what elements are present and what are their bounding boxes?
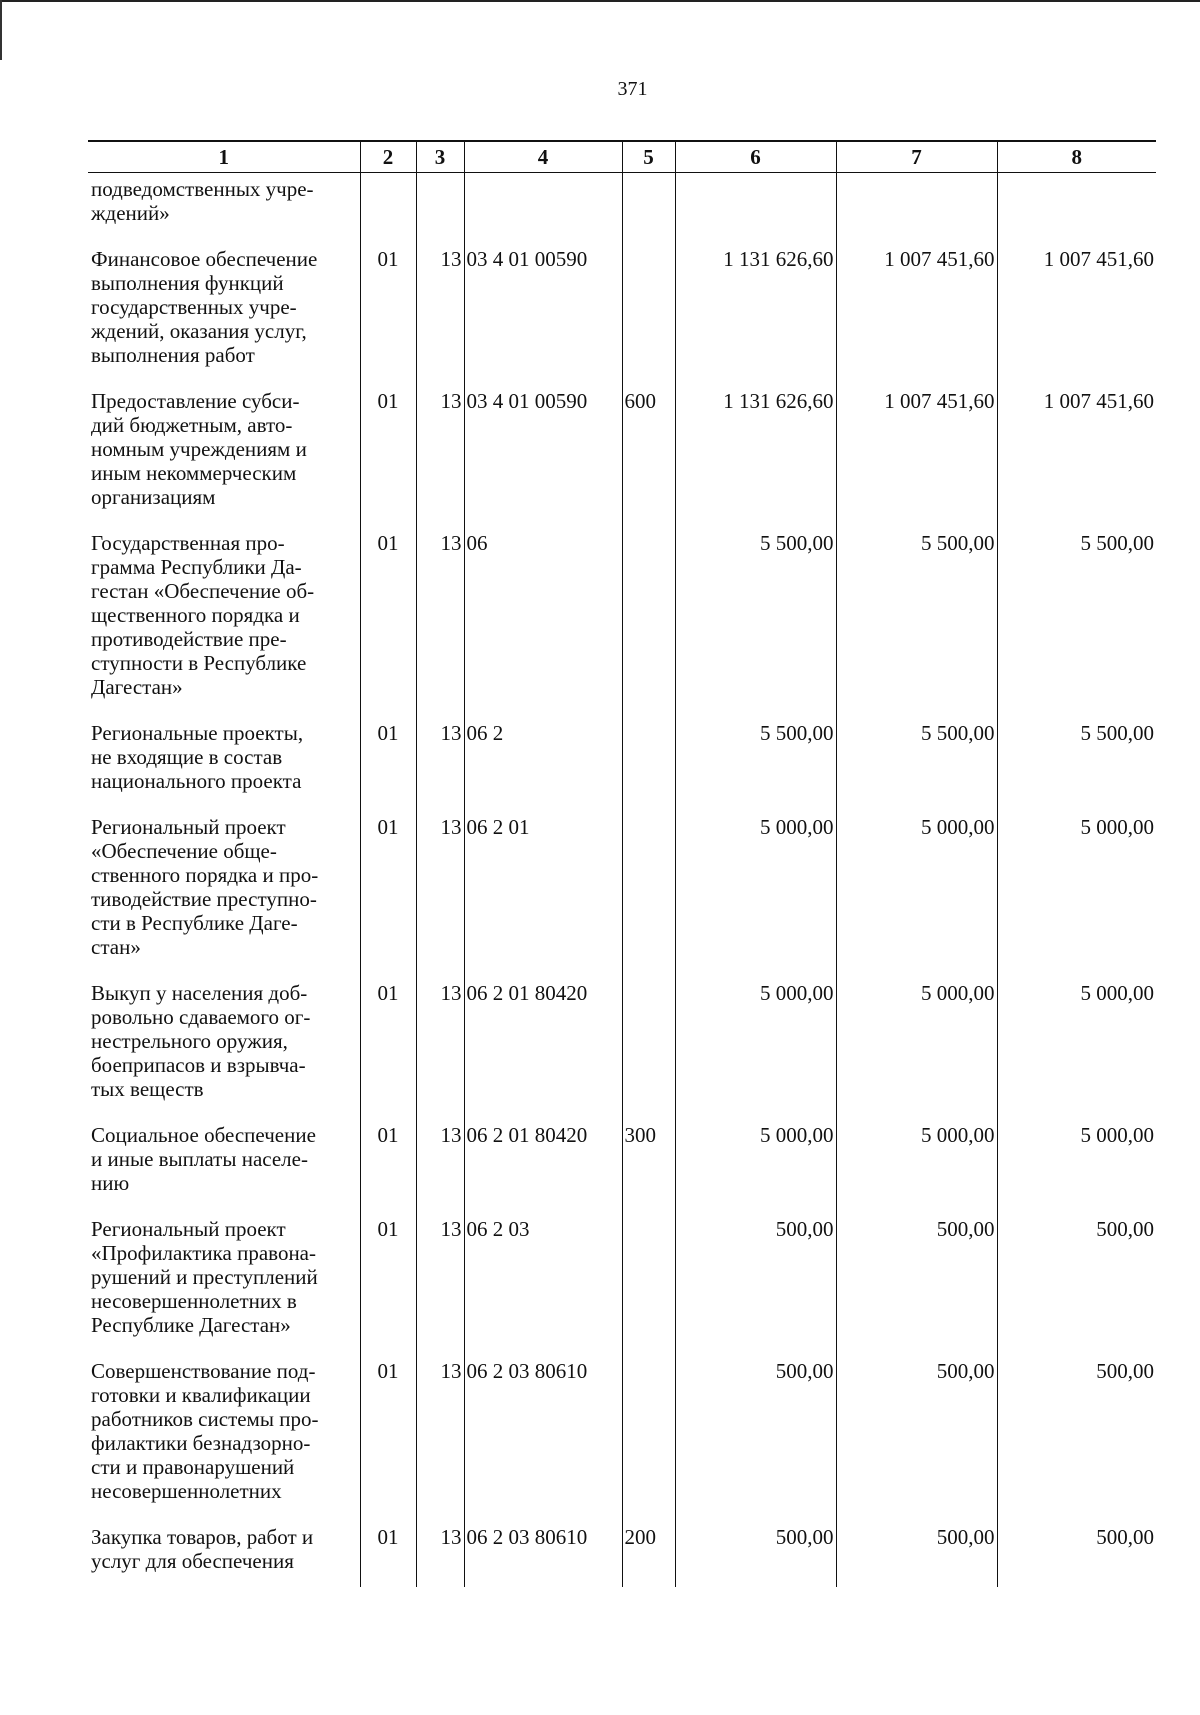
cell-c4: 06 xyxy=(464,523,622,713)
cell-c3: 13 xyxy=(416,713,464,807)
cell-c2: 01 xyxy=(360,713,416,807)
row-label: Закупка товаров, работ и услуг для обеспечения xyxy=(91,1525,314,1573)
cell-c6: 5 000,00 xyxy=(675,1115,836,1209)
table-row xyxy=(88,239,1156,381)
cell-c8: 1 007 451,60 xyxy=(997,239,1156,381)
row-label: подведомственных учре- ждений» xyxy=(91,177,314,225)
cell-c6: 1 131 626,60 xyxy=(675,381,836,523)
cell-c4: 03 4 01 00590 xyxy=(464,239,622,381)
cell-c7: 5 500,00 xyxy=(836,523,997,713)
cell-c7: 500,00 xyxy=(836,1209,997,1351)
row-label: Совершенствование под- готовки и квалификации работников системы про- филактики безнадзорно- сти и правонарушений несовершеннолетних xyxy=(91,1359,319,1503)
cell-c5: 600 xyxy=(622,381,675,523)
cell-c3: 13 xyxy=(416,1351,464,1517)
row-label: Региональный проект «Обеспечение обще- ственного порядка и про- тиводействие преступно- сти в Республике Даге- стан» xyxy=(91,815,319,959)
cell-c2 xyxy=(360,173,416,240)
column-header-3: 3 xyxy=(416,141,464,173)
page-number: 371 xyxy=(617,78,648,100)
cell-c3: 13 xyxy=(416,239,464,381)
cell-c5 xyxy=(622,239,675,381)
column-header-2: 2 xyxy=(360,141,416,173)
cell-c5 xyxy=(622,1209,675,1351)
row-label: Выкуп у населения доб- ровольно сдаваемого ог- нестрельного оружия, боеприпасов и взрывча- тых веществ xyxy=(91,981,311,1101)
cell-c6: 500,00 xyxy=(675,1209,836,1351)
cell-c7: 5 000,00 xyxy=(836,807,997,973)
cell-c3: 13 xyxy=(416,381,464,523)
cell-c6: 5 500,00 xyxy=(675,523,836,713)
cell-c2: 01 xyxy=(360,807,416,973)
column-header-5: 5 xyxy=(622,141,675,173)
cell-c6: 500,00 xyxy=(675,1517,836,1587)
cell-c8: 5 000,00 xyxy=(997,973,1156,1115)
cell-c7: 5 000,00 xyxy=(836,973,997,1115)
cell-c7: 500,00 xyxy=(836,1517,997,1587)
scan-edge-left xyxy=(0,0,2,60)
cell-c4: 06 2 03 80610 xyxy=(464,1351,622,1517)
cell-c5: 300 xyxy=(622,1115,675,1209)
cell-c4: 06 2 03 80610 xyxy=(464,1517,622,1587)
row-label: Финансовое обеспечение выполнения функций государственных учре- ждений, оказания услуг, выполнения работ xyxy=(91,247,318,367)
cell-c2: 01 xyxy=(360,1351,416,1517)
cell-c3: 13 xyxy=(416,1209,464,1351)
cell-c4: 06 2 01 80420 xyxy=(464,973,622,1115)
cell-c5 xyxy=(622,973,675,1115)
cell-c8: 500,00 xyxy=(997,1351,1156,1517)
column-header-1: 1 xyxy=(88,141,360,173)
table-row xyxy=(88,713,1156,807)
row-label: Государственная про- грамма Республики Да- гестан «Обеспечение об- щественного порядка и противодействие пре- ступности в Республике Дагестан» xyxy=(91,531,315,699)
cell-c6 xyxy=(675,173,836,240)
table-row xyxy=(88,1517,1156,1587)
cell-c8: 5 000,00 xyxy=(997,1115,1156,1209)
row-label: Региональные проекты, не входящие в состав национального проекта xyxy=(91,721,304,793)
cell-c5 xyxy=(622,807,675,973)
table-header-row xyxy=(88,141,1156,173)
cell-c8: 5 500,00 xyxy=(997,713,1156,807)
table-row xyxy=(88,381,1156,523)
cell-c8: 1 007 451,60 xyxy=(997,381,1156,523)
column-header-4: 4 xyxy=(464,141,622,173)
row-label: Предоставление субси- дий бюджетным, авто- номным учреждениям и иным некоммерческим организациям xyxy=(91,389,307,509)
cell-c8 xyxy=(997,173,1156,240)
cell-c4: 06 2 01 xyxy=(464,807,622,973)
cell-c2: 01 xyxy=(360,1517,416,1587)
cell-c7: 500,00 xyxy=(836,1351,997,1517)
cell-c7 xyxy=(836,173,997,240)
cell-c2: 01 xyxy=(360,1115,416,1209)
cell-c4: 03 4 01 00590 xyxy=(464,381,622,523)
cell-c3: 13 xyxy=(416,1517,464,1587)
cell-c4 xyxy=(464,173,622,240)
table-row xyxy=(88,1209,1156,1351)
cell-c4: 06 2 03 xyxy=(464,1209,622,1351)
row-label: Социальное обеспечение и иные выплаты населе- нию xyxy=(91,1123,316,1195)
cell-c8: 500,00 xyxy=(997,1209,1156,1351)
cell-c8: 5 500,00 xyxy=(997,523,1156,713)
cell-c7: 5 500,00 xyxy=(836,713,997,807)
table-row xyxy=(88,173,1156,240)
table-row xyxy=(88,523,1156,713)
cell-c2: 01 xyxy=(360,523,416,713)
cell-c2: 01 xyxy=(360,381,416,523)
cell-c8: 500,00 xyxy=(997,1517,1156,1587)
cell-c6: 500,00 xyxy=(675,1351,836,1517)
table-row xyxy=(88,1115,1156,1209)
cell-c5 xyxy=(622,523,675,713)
cell-c2: 01 xyxy=(360,973,416,1115)
cell-c2: 01 xyxy=(360,1209,416,1351)
cell-c6: 5 000,00 xyxy=(675,973,836,1115)
cell-c5: 200 xyxy=(622,1517,675,1587)
cell-c5 xyxy=(622,713,675,807)
cell-c7: 5 000,00 xyxy=(836,1115,997,1209)
cell-c3: 13 xyxy=(416,807,464,973)
cell-c3: 13 xyxy=(416,523,464,713)
cell-c7: 1 007 451,60 xyxy=(836,381,997,523)
cell-c4: 06 2 xyxy=(464,713,622,807)
cell-c3: 13 xyxy=(416,973,464,1115)
table-row xyxy=(88,973,1156,1115)
column-header-8: 8 xyxy=(997,141,1156,173)
budget-table xyxy=(88,140,1156,1587)
cell-c6: 5 000,00 xyxy=(675,807,836,973)
cell-c8: 5 000,00 xyxy=(997,807,1156,973)
cell-c4: 06 2 01 80420 xyxy=(464,1115,622,1209)
column-header-7: 7 xyxy=(836,141,997,173)
cell-c2: 01 xyxy=(360,239,416,381)
cell-c5 xyxy=(622,1351,675,1517)
column-header-6: 6 xyxy=(675,141,836,173)
cell-c3 xyxy=(416,173,464,240)
table-row xyxy=(88,807,1156,973)
table-row xyxy=(88,1351,1156,1517)
cell-c3: 13 xyxy=(416,1115,464,1209)
cell-c6: 5 500,00 xyxy=(675,713,836,807)
cell-c6: 1 131 626,60 xyxy=(675,239,836,381)
cell-c5 xyxy=(622,173,675,240)
cell-c7: 1 007 451,60 xyxy=(836,239,997,381)
row-label: Региональный проект «Профилактика правона- рушений и преступлений несовершеннолетних в Республике Дагестан» xyxy=(91,1217,318,1337)
scan-edge-top xyxy=(0,0,1200,2)
